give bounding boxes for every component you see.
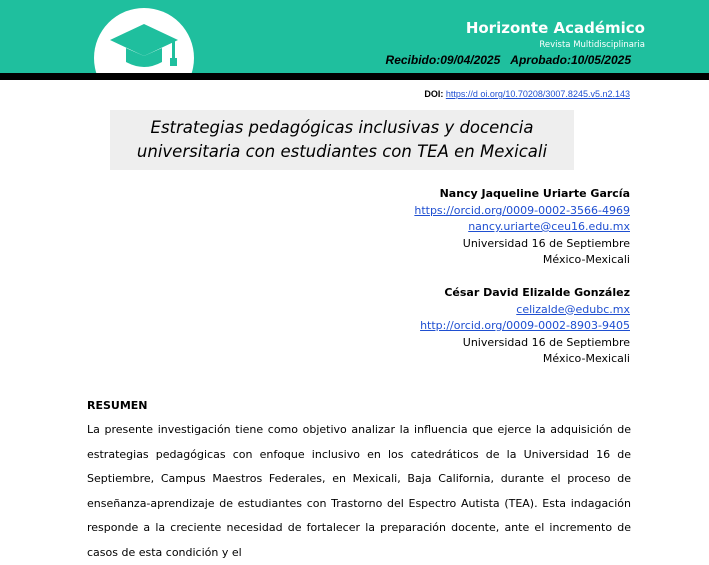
doi-label: DOI: — [424, 89, 444, 99]
article-title-line-1: Estrategias pedagógicas inclusivas y docencia — [150, 118, 534, 137]
article-title — [110, 110, 574, 170]
article-title-line-2: universitaria con estudiantes con TEA en Mexicali — [136, 142, 548, 161]
received-date: Recibido:09/04/2025 — [385, 53, 501, 67]
approved-date: Aprobado:10/05/2025 — [510, 53, 631, 67]
author-location: México-Mexicali — [542, 352, 630, 365]
doi-line — [424, 89, 630, 99]
author-block-1 — [414, 186, 630, 269]
author-institution: Universidad 16 de Septiembre — [462, 335, 630, 349]
journal-header — [0, 0, 709, 73]
author-location: México-Mexicali — [542, 253, 630, 266]
header-divider-bar — [0, 73, 709, 80]
author-email-link[interactable]: nancy.uriarte@ceu16.edu.mx — [468, 220, 630, 233]
author-block-2 — [420, 285, 630, 368]
journal-title: Horizonte Académico — [465, 19, 645, 37]
doi-link[interactable]: https://d oi.org/10.70208/3007.8245.v5.n2.143 — [445, 89, 630, 99]
abstract-text: La presente investigación tiene como objetivo analizar la influencia que ejerce la adquisición de estrategias pedagógicas con enfoque inclusivo en los catedráticos de la Universidad 16 de Septiembre, Campus Maestros Federales, en Mexicali, Baja California, durante el proceso de enseñanza-aprendizaje de estudiantes con Trastorno del Espectro Autista (TEA). Esta indagación responde a la creciente necesidad de fortalecer la preparación docente, ante el incremento de casos de esta condición y el — [87, 423, 631, 559]
author-name: Nancy Jaqueline Uriarte García — [439, 187, 630, 200]
author-email-link[interactable]: celizalde@edubc.mx — [516, 302, 630, 316]
author-name: César David Elizalde González — [444, 286, 630, 299]
author-orcid-link[interactable]: http://orcid.org/0009-0002-8903-9405 — [420, 319, 630, 332]
author-orcid-link[interactable]: https://orcid.org/0009-0002-3566-4969 — [414, 203, 630, 217]
journal-subtitle: Revista Multidisciplinaria — [539, 40, 645, 50]
author-institution: Universidad 16 de Septiembre — [462, 236, 630, 250]
abstract-heading: RESUMEN — [87, 399, 148, 412]
submission-dates — [386, 53, 631, 67]
graduation-cap-icon — [108, 22, 180, 68]
